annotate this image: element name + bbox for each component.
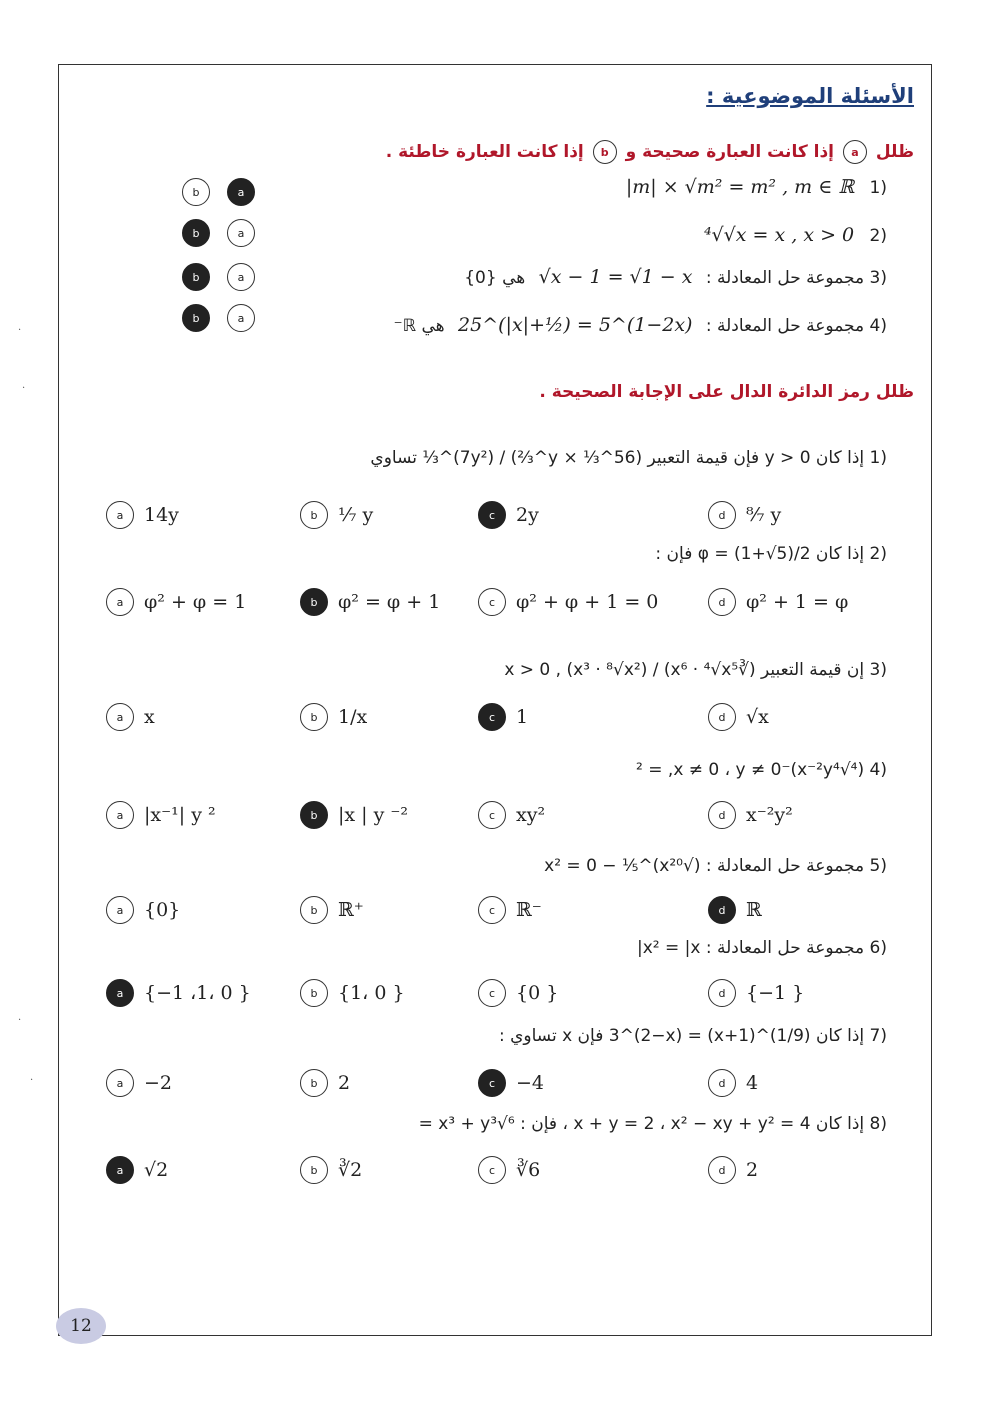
tf-post: هي {0} xyxy=(464,268,526,288)
tf-pre: مجموعة حل المعادلة : xyxy=(705,316,865,336)
q1-option-text: ⁸⁄₇ y xyxy=(746,504,782,526)
tf1-circle-b[interactable]: b xyxy=(182,178,210,206)
q3-circle-b[interactable]: b xyxy=(300,703,328,731)
q3-option-text: 1 xyxy=(516,706,529,728)
q5-circle-a[interactable]: a xyxy=(106,896,134,924)
margin-mark: . xyxy=(18,322,22,333)
q3-circle-d[interactable]: d xyxy=(708,703,736,731)
mc-question-3 xyxy=(504,660,887,680)
q4-circle-b[interactable]: b xyxy=(300,801,328,829)
q-text: مجموعة حل المعادلة : (√x²⁰)^⅕ − x² = 0 xyxy=(544,856,865,876)
margin-mark: . xyxy=(30,1072,34,1083)
q2-circle-a[interactable]: a xyxy=(106,588,134,616)
q-num: (2 xyxy=(869,544,887,564)
q3-option-d[interactable] xyxy=(708,702,769,732)
q-num: (6 xyxy=(869,938,887,958)
mc-question-4 xyxy=(636,760,887,780)
tf-pre: مجموعة حل المعادلة : xyxy=(705,268,865,288)
q2-option-c[interactable] xyxy=(478,587,658,617)
q-text: إذا كان (1/9)^(x+1) = 3^(2−x) فإن x تساوي : xyxy=(498,1026,865,1046)
q6-option-c[interactable] xyxy=(478,978,558,1008)
q8-circle-a[interactable]: a xyxy=(106,1156,134,1184)
tf-instr-pre: ظلل xyxy=(875,142,914,162)
q8-option-a[interactable] xyxy=(106,1155,168,1185)
q8-circle-d[interactable]: d xyxy=(708,1156,736,1184)
q3-circle-c[interactable]: c xyxy=(478,703,506,731)
tf-post: هي ℝ⁻ xyxy=(393,316,445,336)
q4-option-c[interactable] xyxy=(478,800,545,830)
q8-option-text: ∛6 xyxy=(516,1159,541,1181)
q1-circle-b[interactable]: b xyxy=(300,501,328,529)
q-text: (⁴√x⁻²y⁴)⁻² = ,x ≠ 0 ، y ≠ 0 xyxy=(636,760,865,780)
q3-circle-a[interactable]: a xyxy=(106,703,134,731)
instr-circle-b: b xyxy=(593,140,617,164)
q7-option-b[interactable] xyxy=(300,1068,350,1098)
tf-item-2 xyxy=(704,224,887,246)
q5-option-text: ℝ⁻ xyxy=(516,899,542,921)
q6-circle-c[interactable]: c xyxy=(478,979,506,1007)
q6-option-b[interactable] xyxy=(300,978,405,1008)
mc-question-6 xyxy=(637,938,887,958)
q4-circle-d[interactable]: d xyxy=(708,801,736,829)
q4-option-text: |x | y ⁻² xyxy=(338,804,409,826)
q3-option-text: 1/x xyxy=(338,706,368,728)
q3-option-b[interactable] xyxy=(300,702,367,732)
q8-circle-c[interactable]: c xyxy=(478,1156,506,1184)
q4-option-text: x⁻²y² xyxy=(746,804,793,826)
q1-option-text: ⅐ y xyxy=(338,504,374,526)
q-text: إذا كان x + y = 2 ، x² − xy + y² = 4 ، فإن : ⁶√x³ + y³ = xyxy=(418,1114,865,1134)
tf1-circle-a[interactable]: a xyxy=(227,178,255,206)
q7-option-a[interactable] xyxy=(106,1068,172,1098)
tf-expr: √x − 1 = √1 − x xyxy=(538,266,693,288)
q8-option-text: √2 xyxy=(144,1159,169,1181)
tf-instruction xyxy=(386,140,914,164)
q3-option-a[interactable] xyxy=(106,702,155,732)
q-text: إن قيمة التعبير (∛x⁶ · ⁴√x⁵) / (x³ · ⁸√x²) , x > 0 xyxy=(504,660,865,680)
q1-option-text: 2y xyxy=(516,504,539,526)
q4-circle-a[interactable]: a xyxy=(106,801,134,829)
q6-circle-a[interactable]: a xyxy=(106,979,134,1007)
tf-instr-mid: إذا كانت العبارة صحيحة و xyxy=(625,142,835,162)
q4-option-d[interactable] xyxy=(708,800,793,830)
q7-circle-d[interactable]: d xyxy=(708,1069,736,1097)
q5-option-c[interactable] xyxy=(478,895,542,925)
tf-num: (2 xyxy=(869,226,887,246)
q5-circle-c[interactable]: c xyxy=(478,896,506,924)
q-num: (4 xyxy=(869,760,887,780)
tf-item-1 xyxy=(626,176,887,198)
q3-option-text: √x xyxy=(746,706,769,728)
q8-option-d[interactable] xyxy=(708,1155,758,1185)
q4-option-text: |x⁻¹| y ² xyxy=(144,804,216,826)
margin-mark: . xyxy=(22,380,26,391)
instr-circle-a: a xyxy=(843,140,867,164)
q8-option-text: ∛2 xyxy=(338,1159,363,1181)
q3-option-c[interactable] xyxy=(478,702,528,732)
q6-option-text: {0 } xyxy=(516,982,559,1004)
q2-option-text: φ² + φ = 1 xyxy=(144,591,247,613)
mc-question-7 xyxy=(499,1026,887,1046)
q6-option-text: {1، 0 } xyxy=(338,982,405,1004)
q2-option-text: φ² + φ + 1 = 0 xyxy=(516,591,659,613)
q5-option-a[interactable] xyxy=(106,895,180,925)
q1-circle-d[interactable]: d xyxy=(708,501,736,529)
q7-option-text: 4 xyxy=(746,1072,759,1094)
tf-num: (1 xyxy=(869,178,887,198)
q8-option-b[interactable] xyxy=(300,1155,362,1185)
tf-num: (3 xyxy=(869,268,887,288)
q6-option-d[interactable] xyxy=(708,978,804,1008)
q-num: (1 xyxy=(869,448,887,468)
q7-circle-b[interactable]: b xyxy=(300,1069,328,1097)
q5-option-b[interactable] xyxy=(300,895,364,925)
q1-circle-a[interactable]: a xyxy=(106,501,134,529)
tf-item-3 xyxy=(464,266,887,288)
q5-circle-d[interactable]: d xyxy=(708,896,736,924)
q7-option-c[interactable] xyxy=(478,1068,544,1098)
q1-option-a[interactable] xyxy=(106,500,179,530)
section-title: الأسئلة الموضوعية : xyxy=(706,84,914,108)
tf4-circle-a[interactable]: a xyxy=(227,304,255,332)
q7-circle-a[interactable]: a xyxy=(106,1069,134,1097)
q8-option-text: 2 xyxy=(746,1159,759,1181)
tf-num: (4 xyxy=(869,316,887,336)
q1-option-text: 14y xyxy=(144,504,179,526)
q4-option-text: xy² xyxy=(516,804,546,826)
q2-circle-d[interactable]: d xyxy=(708,588,736,616)
q-text: إذا كان φ = (1+√5)/2 فإن : xyxy=(655,544,865,564)
page-frame xyxy=(58,64,932,1336)
q2-option-text: φ² + 1 = φ xyxy=(746,591,849,613)
q2-circle-c[interactable]: c xyxy=(478,588,506,616)
q3-option-text: x xyxy=(144,706,155,728)
q-num: (3 xyxy=(869,660,887,680)
q1-option-d[interactable] xyxy=(708,500,781,530)
q6-option-text: {−1 ،1، 0 } xyxy=(144,982,251,1004)
q5-option-text: ℝ⁺ xyxy=(338,899,364,921)
q5-option-text: {0} xyxy=(144,899,181,921)
tf-expr: |m| × √m² = m² , m ∈ ℝ xyxy=(625,176,855,198)
q-text: مجموعة حل المعادلة : x² = |x| xyxy=(637,938,865,958)
q-text: إذا كان y > 0 فإن قيمة التعبير (56^⅓ × y^⅔) / (7y²)^⅓ تساوي xyxy=(370,448,865,468)
q8-circle-b[interactable]: b xyxy=(300,1156,328,1184)
q6-option-a[interactable] xyxy=(106,978,251,1008)
q-num: (7 xyxy=(869,1026,887,1046)
q5-circle-b[interactable]: b xyxy=(300,896,328,924)
q6-option-text: {−1 } xyxy=(746,982,805,1004)
q7-option-text: −2 xyxy=(144,1072,173,1094)
q5-option-text: ℝ xyxy=(746,899,762,921)
tf-expr: ⁴√√x = x , x > 0 xyxy=(703,224,855,246)
tf2-circle-b[interactable]: b xyxy=(182,219,210,247)
mc-question-8 xyxy=(419,1114,887,1134)
q2-option-a[interactable] xyxy=(106,587,246,617)
tf-instr-post: إذا كانت العبارة خاطئة . xyxy=(385,142,584,162)
q2-option-b[interactable] xyxy=(300,587,440,617)
mc-instruction: ظلل رمز الدائرة الدال على الإجابة الصحيحة . xyxy=(539,382,914,402)
q8-option-c[interactable] xyxy=(478,1155,540,1185)
q4-circle-c[interactable]: c xyxy=(478,801,506,829)
q6-circle-b[interactable]: b xyxy=(300,979,328,1007)
q1-option-b[interactable] xyxy=(300,500,373,530)
page-number: 12 xyxy=(56,1308,106,1344)
q2-option-text: φ² = φ + 1 xyxy=(338,591,441,613)
mc-question-1 xyxy=(370,448,887,468)
q4-option-b[interactable] xyxy=(300,800,408,830)
q7-option-text: 2 xyxy=(338,1072,351,1094)
q7-option-d[interactable] xyxy=(708,1068,758,1098)
tf4-circle-b[interactable]: b xyxy=(182,304,210,332)
tf2-circle-a[interactable]: a xyxy=(227,219,255,247)
q1-option-c[interactable] xyxy=(478,500,539,530)
q1-circle-c[interactable]: c xyxy=(478,501,506,529)
tf-expr: 25^(|x|+½) = 5^(1−2x) xyxy=(458,314,693,336)
q-num: (8 xyxy=(869,1114,887,1134)
tf3-circle-b[interactable]: b xyxy=(182,263,210,291)
q5-option-d[interactable] xyxy=(708,895,762,925)
q6-circle-d[interactable]: d xyxy=(708,979,736,1007)
q4-option-a[interactable] xyxy=(106,800,216,830)
q2-option-d[interactable] xyxy=(708,587,848,617)
mc-question-2 xyxy=(655,544,887,564)
margin-mark: . xyxy=(18,1012,22,1023)
tf3-circle-a[interactable]: a xyxy=(227,263,255,291)
q2-circle-b[interactable]: b xyxy=(300,588,328,616)
q-num: (5 xyxy=(869,856,887,876)
q7-circle-c[interactable]: c xyxy=(478,1069,506,1097)
tf-item-4 xyxy=(394,314,887,336)
q7-option-text: −4 xyxy=(516,1072,545,1094)
mc-question-5 xyxy=(544,856,887,876)
